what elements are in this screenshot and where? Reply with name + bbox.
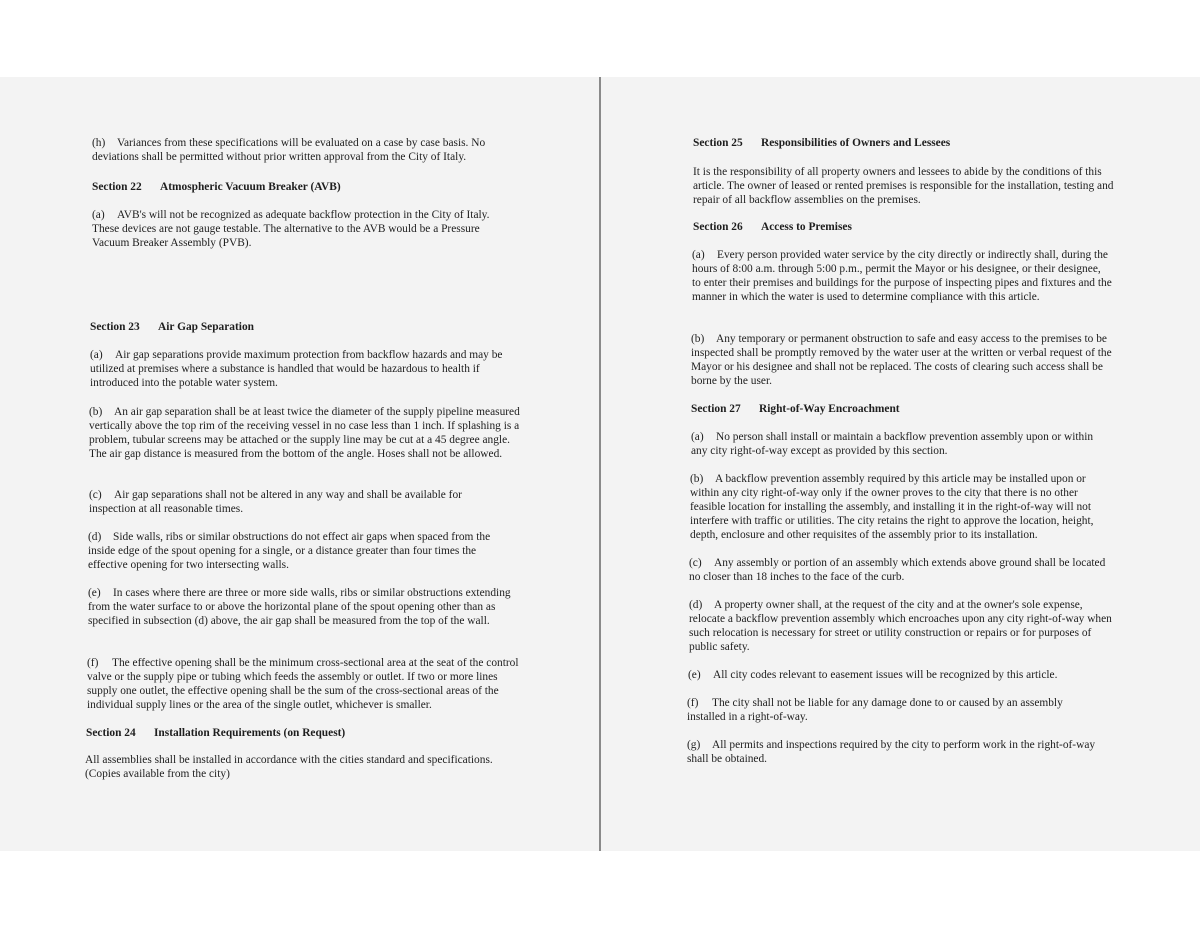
paragraph-text: AVB's will not be recognized as adequate backflow protection in the City of Italy. These devices are not gauge testable. The alternative to the AVB would be a Pressure Vacuum Breaker Assembly (PVB). (92, 209, 490, 249)
paragraph-label: (f) (687, 697, 699, 709)
paragraph-text: The city shall not be liable for any damage done to or caused by an assembly installed in a right-of-way. (687, 697, 1063, 723)
section-22-paragraph-a (92, 208, 514, 250)
section-number: Section 25 (693, 137, 743, 149)
section-25-heading (693, 136, 1123, 150)
paragraph-text: Variances from these specifications will be evaluated on a case by case basis. No deviations shall be permitted without prior written approval from the City of Italy. (92, 137, 486, 163)
section-number: Section 24 (86, 727, 136, 739)
paragraph-text: All city codes relevant to easement issues will be recognized by this article. (713, 669, 1058, 681)
paragraph-label: (a) (90, 349, 103, 361)
section-23-heading (90, 320, 510, 334)
paragraph-text: The effective opening shall be the minimum cross-sectional area at the seat of the control valve or the supply pipe or tubing which feeds the assembly or outlet. If two or more lines supply one outlet, the effective opening shall be the sum of the cross-sectional areas of the individual supply lines or the area of the single outlet, whichever is smaller. (87, 657, 519, 711)
paragraph-h (92, 136, 510, 164)
section-23-paragraph-b (89, 405, 523, 461)
paragraph-text: Air gap separations shall not be altered in any way and shall be available for inspection at all reasonable times. (89, 489, 462, 515)
section-title: Installation Requirements (on Request) (154, 727, 346, 739)
paragraph-label: (e) (688, 669, 701, 681)
section-27-paragraph-f (687, 696, 1092, 724)
section-23-paragraph-f (87, 656, 519, 712)
paragraph-text: It is the responsibility of all property owners and lessees to abide by the conditions of this article. The owner of leased or rented premises is responsible for the installation, testing and repair of all backflow assemblies on the premises. (693, 166, 1114, 206)
paragraph-text: No person shall install or maintain a backflow prevention assembly upon or within any city right-of-way except as provided by this section. (691, 431, 1094, 457)
section-title: Access to Premises (761, 221, 852, 233)
section-27-paragraph-b (690, 472, 1115, 542)
paragraph-label: (h) (92, 137, 106, 149)
section-number: Section 27 (691, 403, 741, 415)
paragraph-text: All assemblies shall be installed in accordance with the cities standard and specifications. (Copies available from the city) (85, 754, 493, 780)
section-26-heading (693, 220, 1123, 234)
section-27-heading (691, 402, 1121, 416)
paragraph-label: (g) (687, 739, 701, 751)
paragraph-label: (c) (89, 489, 102, 501)
paragraph-text: A property owner shall, at the request of the city and at the owner's sole expense, relocate a backflow prevention assembly which encroaches upon any city right-of-way when such relocation is necessary for street or utility construction or repairs or for purposes of public safety. (689, 599, 1112, 653)
section-title: Air Gap Separation (158, 321, 254, 333)
paragraph-label: (b) (690, 473, 704, 485)
section-title: Responsibilities of Owners and Lessees (761, 137, 951, 149)
section-24-heading (86, 726, 516, 740)
scanned-spread (0, 77, 1200, 851)
left-page (0, 77, 599, 851)
paragraph-label: (a) (691, 431, 704, 443)
paragraph-label: (c) (689, 557, 702, 569)
paragraph-label: (a) (92, 209, 105, 221)
paragraph-text: Every person provided water service by the city directly or indirectly shall, during the hours of 8:00 a.m. through 5:00 p.m., permit the Mayor or his designee, or their designee, to enter their premises and buildings for the purpose of inspecting pipes and fixtures and the manner in which the water is used to determine compliance with this article. (692, 249, 1112, 303)
paragraph-text: All permits and inspections required by the city to perform work in the right-of-way shall be obtained. (687, 739, 1096, 765)
section-26-paragraph-b (691, 332, 1115, 388)
paragraph-label: (d) (88, 531, 102, 543)
section-26-paragraph-a (692, 248, 1112, 304)
section-number: Section 23 (90, 321, 140, 333)
paragraph-text: An air gap separation shall be at least twice the diameter of the supply pipeline measured vertically above the top rim of the receiving vessel in no case less than 1 inch. If splashing is a problem, tubular screens may be attached or the supply line may be cut at a 45 degree angle. The air gap distance is measured from the bottom of the angle. Hoses shall not be allowed. (89, 406, 520, 460)
paragraph-label: (a) (692, 249, 705, 261)
section-23-paragraph-a (90, 348, 513, 390)
section-23-paragraph-e (88, 586, 515, 628)
section-25-paragraph (693, 165, 1121, 207)
paragraph-label: (b) (691, 333, 705, 345)
section-24-paragraph (85, 753, 517, 781)
paragraph-text: Any temporary or permanent obstruction to safe and easy access to the premises to be inspected shall be promptly removed by the water user at the written or verbal request of the Mayor or his designee and shall not be replaced. The costs of clearing such access shall be borne by the user. (691, 333, 1112, 387)
paragraph-text: Air gap separations provide maximum protection from backflow hazards and may be utilized at premises where a substance is handled that would be hazardous to health if introduced into the potable water system. (90, 349, 503, 389)
section-22-heading (92, 180, 512, 194)
section-27-paragraph-e (688, 668, 1118, 682)
section-27-paragraph-a (691, 430, 1111, 458)
section-27-paragraph-d (689, 598, 1117, 654)
paragraph-text: A backflow prevention assembly required by this article may be installed upon or within any city right-of-way only if the owner proves to the city that there is no other feasible location for installing the assembly, and installing it in the right-of-way will not interfere with traffic or utilities. The city retains the right to approve the location, height, depth, enclosure and other requisites of the assembly prior to its installation. (690, 473, 1094, 541)
section-27-paragraph-c (689, 556, 1111, 584)
section-23-paragraph-d (88, 530, 513, 572)
paragraph-text: In cases where there are three or more side walls, ribs or similar obstructions extending from the water surface to or above the horizontal plane of the spout opening other than as specified in subsection (d) above, the air gap shall be measured from the top of the wall. (88, 587, 511, 627)
paragraph-text: Side walls, ribs or similar obstructions do not effect air gaps when spaced from the inside edge of the spout opening for a single, or a distance greater than four times the effective opening for two intersecting walls. (88, 531, 491, 571)
paragraph-label: (b) (89, 406, 103, 418)
section-title: Atmospheric Vacuum Breaker (AVB) (160, 181, 341, 193)
paragraph-label: (e) (88, 587, 101, 599)
paragraph-label: (f) (87, 657, 99, 669)
section-27-paragraph-g (687, 738, 1107, 766)
section-number: Section 22 (92, 181, 142, 193)
paragraph-label: (d) (689, 599, 703, 611)
section-23-paragraph-c (89, 488, 494, 516)
paragraph-text: Any assembly or portion of an assembly which extends above ground shall be located no closer than 18 inches to the face of the curb. (689, 557, 1106, 583)
section-number: Section 26 (693, 221, 743, 233)
right-page (601, 77, 1200, 851)
section-title: Right-of-Way Encroachment (759, 403, 900, 415)
